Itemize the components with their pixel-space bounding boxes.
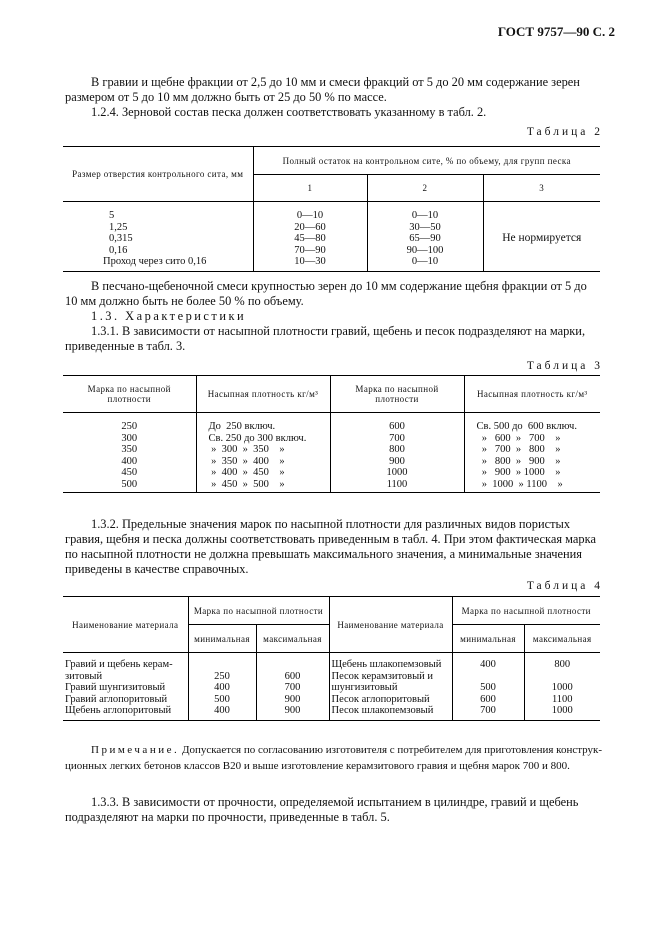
paragraph-text: размером от 5 до 10 мм должно быть от 25 до 50 % по массе. [65,90,387,104]
group-3-cell [483,202,600,272]
table-cell: шунгизитовый [331,682,398,693]
section-heading: 1.3. Характеристики [91,309,247,323]
paragraph-text: 10 мм должно быть не более 50 % по объему. [65,294,304,308]
table-cell: 250 [121,421,138,432]
mark-header-2: Марка по насыпной плотности [330,376,464,413]
table-cell: 65—90 [409,233,441,244]
table-3 [63,375,600,493]
table-cell: Песок аглопоритовый [331,693,430,705]
table-cell: 300 [121,432,138,444]
table-cell: 500 [121,478,138,490]
min-header-2: минимальная [452,625,524,653]
table-cell: зитовый [65,670,103,682]
table-cell: 400 [214,705,230,716]
table-cell: 900 [284,705,301,716]
table-cell: 600 [389,421,405,432]
table-cell: 500 [480,682,496,693]
table-cell: 400 [480,659,496,670]
table-cell: 0—10 [411,256,439,267]
marks-cell-2 [330,413,464,493]
paragraph-text: 1.3.2. Предельные значения марок по насыпной плотности для различных видов пористых [91,517,571,531]
table-cell: Гравий и щебень керам- [65,659,173,670]
table-cell: 800 [554,659,571,670]
table-cell: Песок шлакопемзовый [331,705,434,716]
sieve-size: 5 [109,210,115,221]
paragraph-text: В песчано-щебеночной смеси крупностью зерен до 10 мм содержание щебня фракции от 5 до [91,279,587,293]
density-header: Насыпная плотность кг/м³ [196,376,330,413]
table-cell: 400 [214,682,230,693]
table-cell [257,659,329,671]
table-3-caption: Таблица 3 [526,360,603,372]
table-cell: 450 [121,467,138,478]
min-cell [188,653,256,721]
table-cell: 350 [121,444,138,455]
table-cell: 1100 [386,478,408,490]
max-header-2: максимальная [524,625,600,653]
table-cell: 500 [214,693,230,705]
group-1-header: 1 [253,175,367,202]
table-cell: Щебень шлакопемзовый [331,659,442,670]
names-cell [63,653,188,721]
sieve-size: Проход через сито 0,16 [103,256,207,267]
table-cell: Щебень аглопоритовый [65,705,172,716]
table-cell: 10—30 [294,256,326,267]
paragraph-text: по насыпной плотности не должна превышать максимального значения, а минимальные значения [65,547,582,561]
paragraph-text: В гравии и щебне фракции от 2,5 до 10 мм и смеси фракций от 5 до 20 мм содержание зерен [91,75,580,89]
paragraph-text: 1.3.1. В зависимости от насыпной плотности гравий, щебень и песок подразделяют на марки, [91,324,586,338]
group-2-cell [367,202,483,272]
max-header: максимальная [256,625,329,653]
table-cell: » 400 » 450 » [208,467,285,478]
note-text [91,742,602,758]
table-cell: Не нормируется [502,232,582,244]
table-cell: 600 [480,693,496,705]
table-cell: 250 [214,670,230,682]
marks-cell [63,413,196,493]
page-header: ГОСТ 9757—90 С. 2 [497,24,615,39]
table-cell: 30—50 [409,221,441,233]
max-cell [256,653,329,721]
table-cell: 400 [121,455,138,467]
table-cell: Гравий аглопоритовый [65,693,168,705]
table-2 [63,146,600,272]
max-cell-2 [524,653,600,721]
mark-header: Марка по насыпной плотности [188,597,329,625]
paragraph-text: приведенные в табл. 3. [65,339,186,353]
group-1-cell [253,202,367,272]
group-3-header: 3 [483,175,600,202]
table-cell: Св. 500 до 600 включ. [476,421,577,432]
note-body: Допускается по согласованию изготовителя с потребителем для приготовления конструк- [179,744,603,756]
min-cell-2 [452,653,524,721]
note-label: Примечание. [91,744,180,756]
table-cell: 700 [284,682,301,693]
paragraph-text: 1.2.4. Зерновой состав песка должен соответствовать указанному в табл. 2. [91,105,487,119]
sieve-size: 1,25 [109,221,128,233]
table-cell: » 350 » 400 » [208,455,285,467]
paragraph-text: подразделяют на марки по прочности, приведенные в табл. 5. [65,810,390,824]
table-cell: » 700 » 800 » [476,444,561,455]
density-cell [196,413,330,493]
table-4 [63,596,600,721]
paragraph-text: 1.3.3. В зависимости от прочности, определяемой испытанием в цилиндре, гравий и щебень [91,795,579,809]
group-2-header: 2 [367,175,483,202]
name-header-2: Наименование материала [329,597,452,653]
table-cell: 700 [389,432,405,444]
table-cell: » 600 » 700 » [476,432,561,444]
table-cell: Св. 250 до 300 включ. [208,432,307,444]
table-cell: Гравий шунгизитовый [65,682,166,693]
table-cell: До 250 включ. [208,421,276,432]
name-header: Наименование материала [63,597,188,653]
mark-header-2: Марка по насыпной плотности [452,597,600,625]
table-cell: 600 [284,670,301,682]
table-cell: 1000 [386,467,408,478]
table-cell [189,659,256,671]
table-cell: 20—60 [294,221,326,233]
table-cell: 1000 [551,705,573,716]
paragraph-text: приведены в качестве справочных. [65,562,249,576]
sieve-size: 0,16 [109,244,128,256]
sieve-size: 0,315 [109,233,133,244]
table-cell: 0—10 [411,210,439,221]
min-header: минимальная [188,625,256,653]
density-cell-2 [464,413,600,493]
table-cell: 800 [389,444,405,455]
table-cell: 45—80 [294,233,326,244]
note-text: ционных легких бетонов классов В20 и выше изготовление керамзитового гравия и щебня марок 700 и 800. [65,760,570,772]
table-cell [525,671,601,683]
names-cell-2 [329,653,452,721]
table-cell [453,671,524,683]
table-4-caption: Таблица 4 [526,580,603,592]
col-group-header: Полный остаток на контрольном сите, % по объему, для групп песка [253,147,600,175]
table-cell: 0—10 [296,210,324,221]
table-cell: 70—90 [294,244,326,256]
mark-header: Марка по насыпной плотности [63,376,196,413]
table-cell: 900 [389,455,405,467]
table-cell: 900 [284,693,301,705]
table-cell: 1100 [551,693,573,705]
col-sieve-header: Размер отверстия контрольного сита, мм [63,147,253,202]
sieve-sizes-cell [63,202,253,272]
table-cell: » 900 » 1000 » [476,467,561,478]
table-cell: » 800 » 900 » [476,455,561,467]
table-2-caption: Таблица 2 [526,126,603,138]
density-header-2: Насыпная плотность кг/м³ [464,376,600,413]
table-cell: Песок керамзитовый и [331,670,434,682]
paragraph-text: гравия, щебня и песка должны соответствовать приведенным в табл. 4. При этом фактическая марка [65,532,596,546]
table-cell: » 300 » 350 » [208,444,285,455]
table-cell: » 450 » 500 » [208,478,285,490]
table-cell: 90—100 [406,244,444,256]
table-cell: » 1000 » 1100 » [476,478,563,490]
table-cell: 700 [480,705,496,716]
table-cell: 1000 [551,682,573,693]
